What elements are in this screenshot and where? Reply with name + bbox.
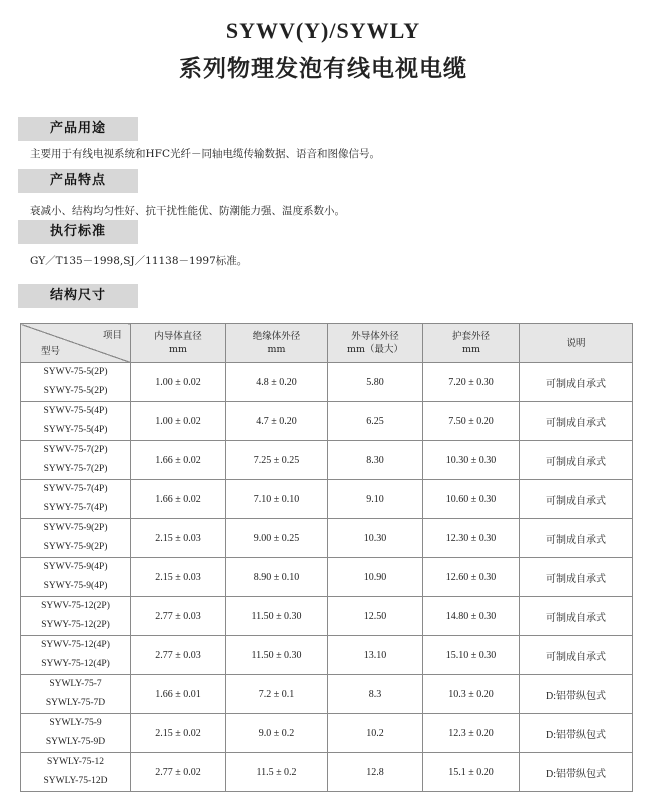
header-model-label: 型号: [41, 346, 61, 357]
cell-outer-conductor-diameter: 6.25: [328, 402, 423, 441]
table-row: [21, 480, 633, 519]
cell-note: D:铝带纵包式: [520, 714, 633, 753]
cell-inner-diameter: 2.77 ± 0.03: [131, 636, 226, 675]
cell-model: [21, 636, 131, 675]
cell-outer-conductor-diameter: 12.8: [328, 753, 423, 792]
table-header-row: [21, 324, 633, 363]
cell-inner-diameter: 2.77 ± 0.02: [131, 753, 226, 792]
model-code: SYWLY-75-12: [46, 757, 105, 767]
table-row: [21, 441, 633, 480]
cell-note: D:铝带纵包式: [520, 675, 633, 714]
model-code-alt: SYWY-75-7(2P): [43, 464, 108, 474]
cell-outer-conductor-diameter: 10.90: [328, 558, 423, 597]
model-code-alt: SYWLY-75-12D: [43, 776, 108, 786]
cell-jacket-diameter: 12.3 ± 0.20: [423, 714, 520, 753]
cell-note: 可制成自承式: [520, 402, 633, 441]
cell-inner-diameter: 1.00 ± 0.02: [131, 363, 226, 402]
cell-insulation-diameter: 7.10 ± 0.10: [226, 480, 328, 519]
table-row: [21, 519, 633, 558]
model-code-alt: SYWY-75-9(2P): [43, 542, 108, 552]
cell-insulation-diameter: 4.8 ± 0.20: [226, 363, 328, 402]
cell-outer-conductor-diameter: 8.30: [328, 441, 423, 480]
model-code: SYWV-75-7(4P): [43, 484, 108, 494]
model-code: SYWLY-75-9: [49, 718, 102, 728]
model-code-alt: SYWY-75-5(2P): [43, 386, 108, 396]
cell-jacket-diameter: 14.80 ± 0.30: [423, 597, 520, 636]
cell-outer-conductor-diameter: 10.2: [328, 714, 423, 753]
table-row: [21, 753, 633, 792]
model-code: SYWV-75-5(2P): [43, 367, 108, 377]
table-row: [21, 675, 633, 714]
cell-model: [21, 753, 131, 792]
model-code-alt: SYWLY-75-7D: [45, 698, 106, 708]
cell-jacket-diameter: 15.1 ± 0.20: [423, 753, 520, 792]
cell-jacket-diameter: 10.30 ± 0.30: [423, 441, 520, 480]
cell-outer-conductor-diameter: 10.30: [328, 519, 423, 558]
model-code: SYWV-75-9(2P): [43, 523, 108, 533]
cell-outer-conductor-diameter: 12.50: [328, 597, 423, 636]
cell-model: [21, 519, 131, 558]
section-heading-standard: 执行标准: [18, 220, 138, 244]
model-code: SYWV-75-12(4P): [41, 640, 110, 650]
model-code: SYWV-75-7(2P): [43, 445, 108, 455]
header-inner-diameter: 内导体直径 mm: [131, 324, 226, 363]
cell-note: 可制成自承式: [520, 597, 633, 636]
header-outer-conductor-diameter: 外导体外径 mm（最大）: [328, 324, 423, 363]
model-code: SYWV-75-5(4P): [43, 406, 108, 416]
cell-jacket-diameter: 10.60 ± 0.30: [423, 480, 520, 519]
cell-insulation-diameter: 11.50 ± 0.30: [226, 597, 328, 636]
model-code: SYWLY-75-7: [49, 679, 102, 689]
cell-note: 可制成自承式: [520, 441, 633, 480]
cell-insulation-diameter: 8.90 ± 0.10: [226, 558, 328, 597]
cell-note: 可制成自承式: [520, 519, 633, 558]
page-title: 系列物理发泡有线电视电缆: [179, 56, 467, 82]
cell-insulation-diameter: 9.0 ± 0.2: [226, 714, 328, 753]
cell-model: [21, 558, 131, 597]
cell-inner-diameter: 2.77 ± 0.03: [131, 597, 226, 636]
model-code-alt: SYWY-75-7(4P): [43, 503, 108, 513]
cell-insulation-diameter: 9.00 ± 0.25: [226, 519, 328, 558]
cell-outer-conductor-diameter: 13.10: [328, 636, 423, 675]
cell-inner-diameter: 1.66 ± 0.02: [131, 480, 226, 519]
cell-model: [21, 675, 131, 714]
cell-jacket-diameter: 15.10 ± 0.30: [423, 636, 520, 675]
cell-insulation-diameter: 7.2 ± 0.1: [226, 675, 328, 714]
cell-outer-conductor-diameter: 8.3: [328, 675, 423, 714]
table-row: [21, 714, 633, 753]
cell-note: 可制成自承式: [520, 558, 633, 597]
model-code: SYWV-75-12(2P): [41, 601, 110, 611]
features-text: 衰减小、结构均匀性好、抗干扰性能优、防潮能力强、温度系数小。: [30, 205, 345, 217]
header-note: 说明: [520, 324, 633, 363]
cell-outer-conductor-diameter: 9.10: [328, 480, 423, 519]
cell-inner-diameter: 2.15 ± 0.03: [131, 519, 226, 558]
table-row: [21, 558, 633, 597]
cell-model: [21, 597, 131, 636]
model-code: SYWV-75-9(4P): [43, 562, 108, 572]
page-title-model: SYWV(Y)/SYWLY: [225, 18, 421, 43]
cell-jacket-diameter: 7.20 ± 0.30: [423, 363, 520, 402]
cell-inner-diameter: 2.15 ± 0.03: [131, 558, 226, 597]
standard-text: GY／T135－1998,SJ／11138－1997标准。: [30, 255, 248, 267]
cell-insulation-diameter: 7.25 ± 0.25: [226, 441, 328, 480]
header-item-label: 项目: [102, 330, 122, 341]
section-heading-features: 产品特点: [18, 169, 138, 193]
header-insulation-diameter: 绝缘体外径 mm: [226, 324, 328, 363]
cell-inner-diameter: 1.66 ± 0.01: [131, 675, 226, 714]
usage-text: 主要用于有线电视系统和HFC光纤－同轴电缆传输数据、语音和图像信号。: [30, 148, 380, 160]
cell-outer-conductor-diameter: 5.80: [328, 363, 423, 402]
cell-note: 可制成自承式: [520, 636, 633, 675]
cell-note: 可制成自承式: [520, 363, 633, 402]
model-code-alt: SYWY-75-5(4P): [43, 425, 108, 435]
cell-note: D:铝带纵包式: [520, 753, 633, 792]
cell-model: [21, 402, 131, 441]
table-row: [21, 402, 633, 441]
model-code-alt: SYWY-75-12(2P): [41, 620, 110, 630]
cell-insulation-diameter: 11.5 ± 0.2: [226, 753, 328, 792]
cell-model: [21, 441, 131, 480]
section-heading-dimensions: 结构尺寸: [18, 284, 138, 308]
cell-jacket-diameter: 12.60 ± 0.30: [423, 558, 520, 597]
cell-note: 可制成自承式: [520, 480, 633, 519]
cell-inner-diameter: 1.66 ± 0.02: [131, 441, 226, 480]
dimensions-table: [20, 323, 633, 792]
model-code-alt: SYWLY-75-9D: [45, 737, 106, 747]
model-code-alt: SYWY-75-9(4P): [43, 581, 108, 591]
diagonal-header-cell: [21, 324, 131, 363]
section-heading-usage: 产品用途: [18, 117, 138, 141]
header-jacket-diameter: 护套外径 mm: [423, 324, 520, 363]
table-row: [21, 597, 633, 636]
cell-jacket-diameter: 10.3 ± 0.20: [423, 675, 520, 714]
cell-inner-diameter: 2.15 ± 0.02: [131, 714, 226, 753]
cell-model: [21, 480, 131, 519]
cell-model: [21, 363, 131, 402]
cell-model: [21, 714, 131, 753]
cell-insulation-diameter: 4.7 ± 0.20: [226, 402, 328, 441]
table-row: [21, 363, 633, 402]
table-row: [21, 636, 633, 675]
cell-inner-diameter: 1.00 ± 0.02: [131, 402, 226, 441]
cell-jacket-diameter: 7.50 ± 0.20: [423, 402, 520, 441]
cell-jacket-diameter: 12.30 ± 0.30: [423, 519, 520, 558]
model-code-alt: SYWY-75-12(4P): [41, 659, 110, 669]
cell-insulation-diameter: 11.50 ± 0.30: [226, 636, 328, 675]
